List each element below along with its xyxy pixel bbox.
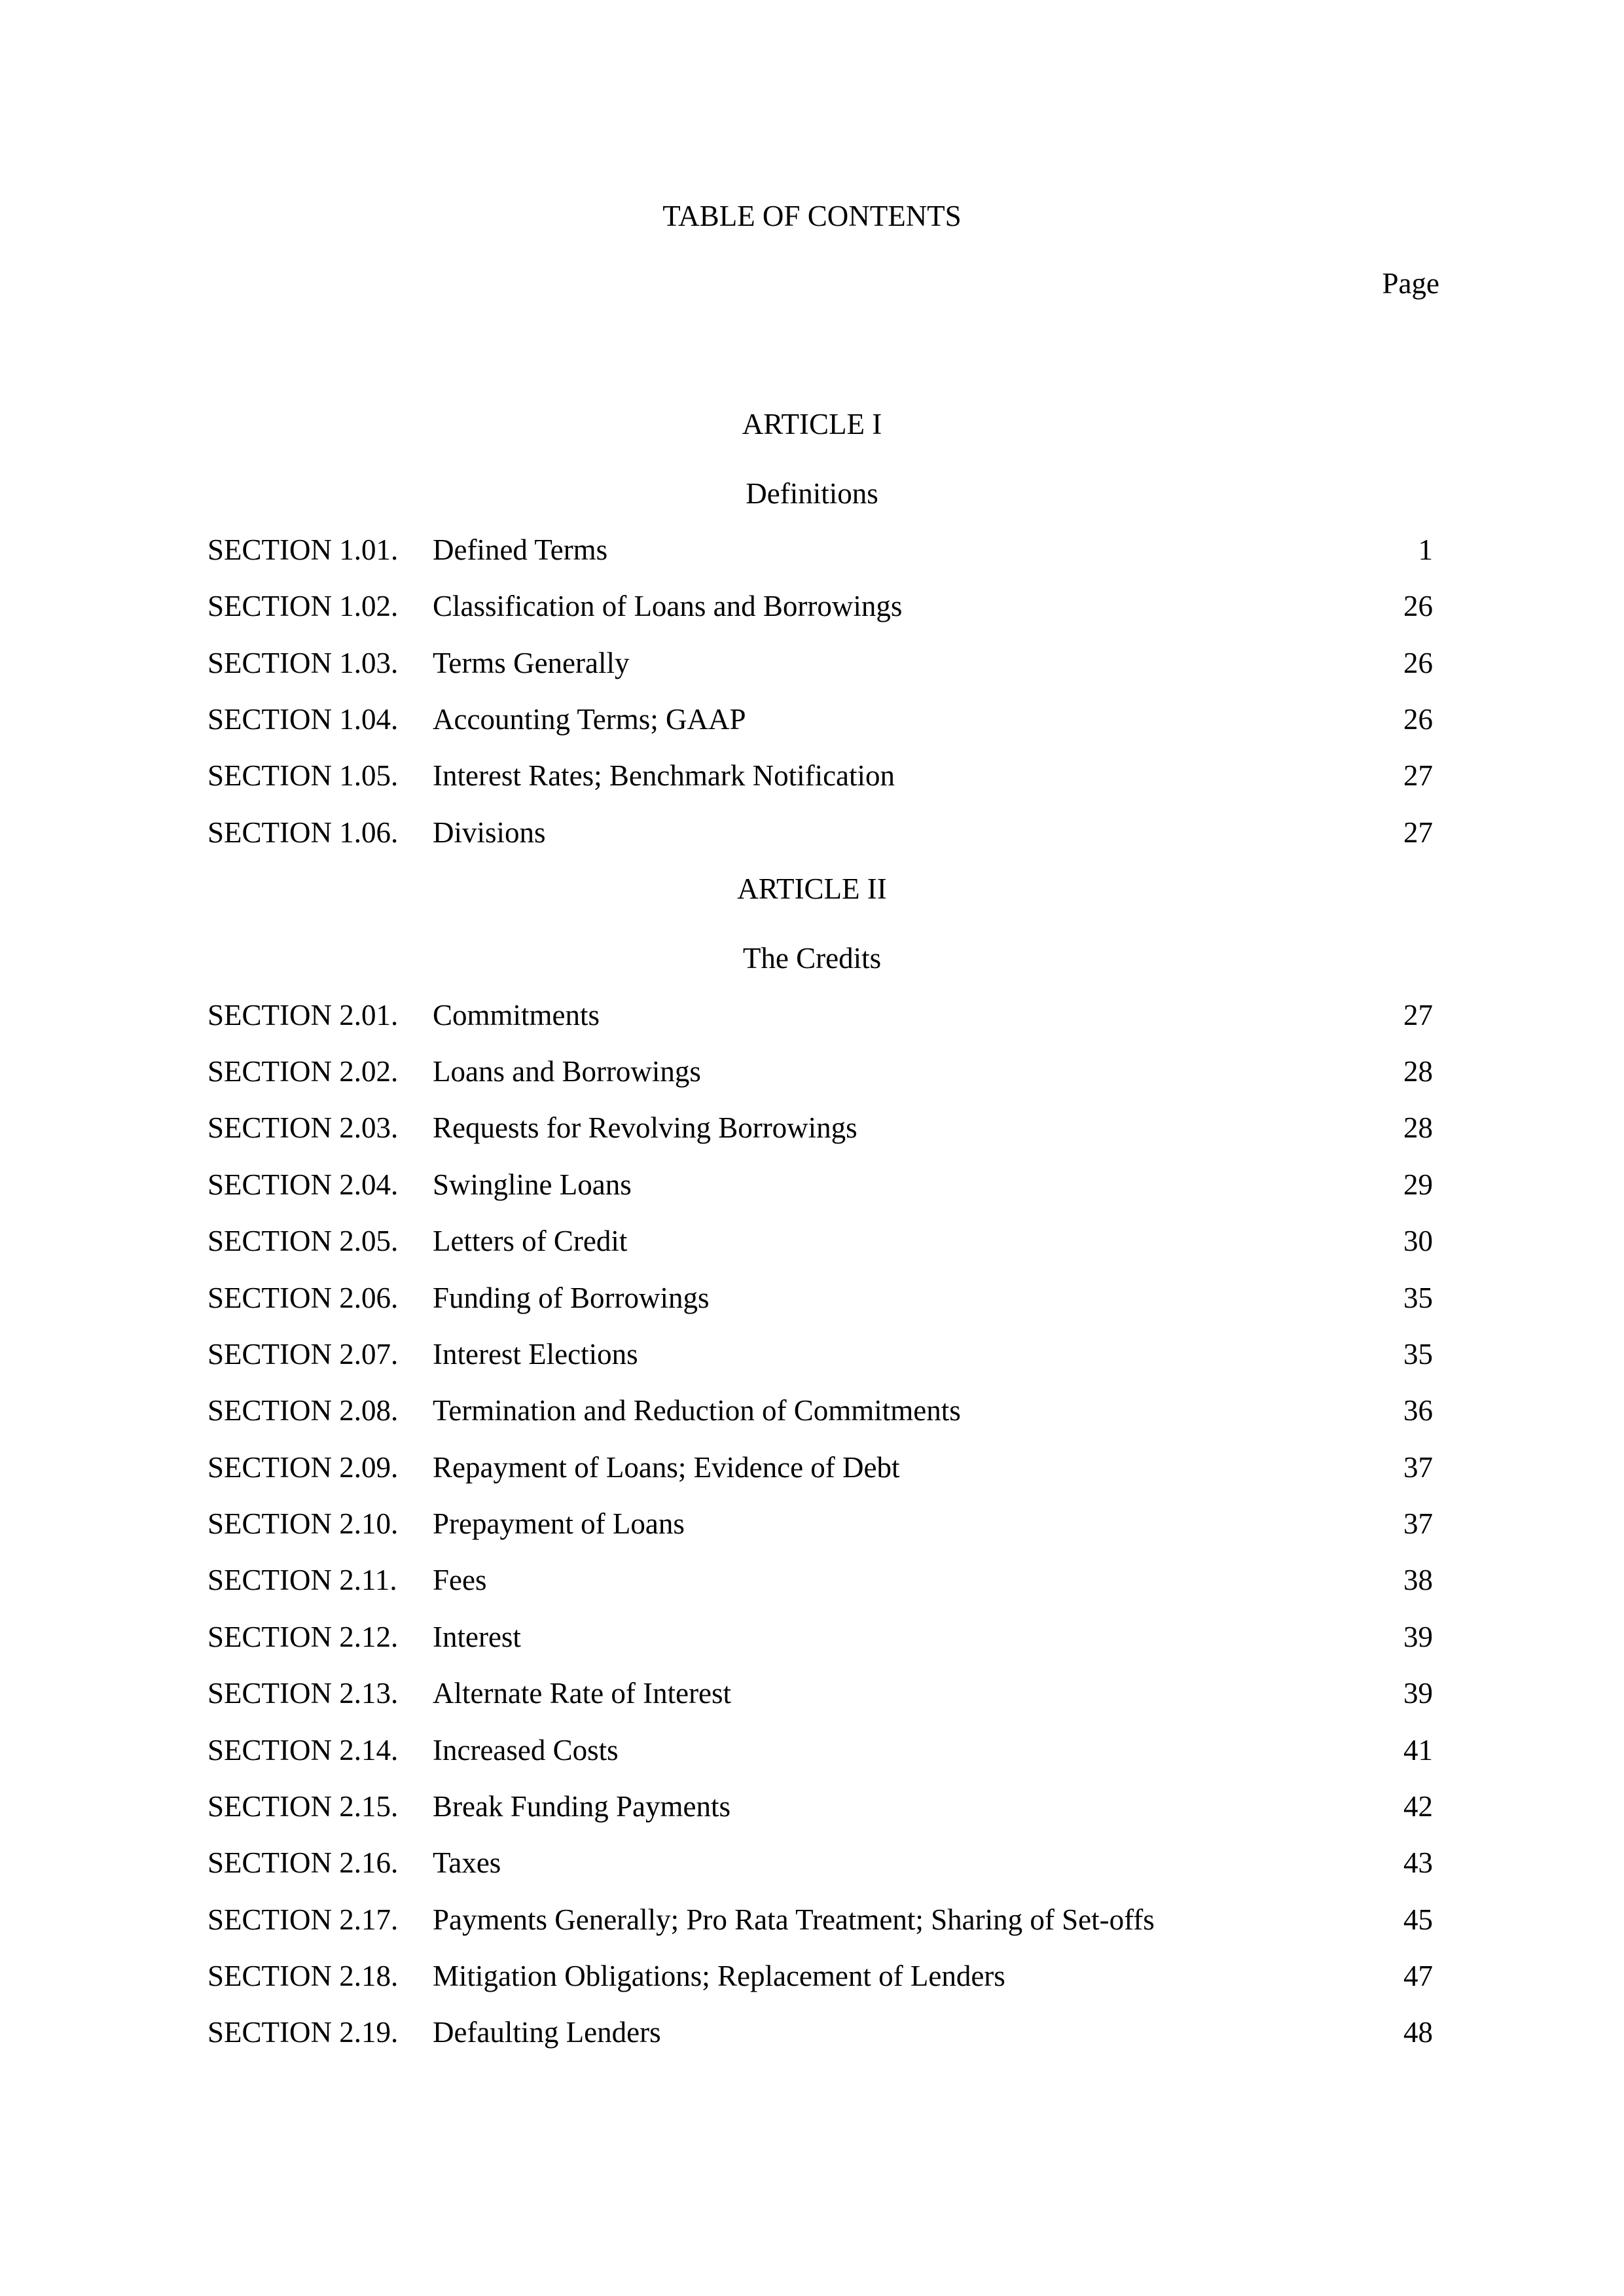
toc-entry bbox=[208, 697, 1433, 742]
toc-title: TABLE OF CONTENTS bbox=[662, 200, 962, 232]
article-subheading: Definitions bbox=[746, 477, 878, 510]
section-title: Funding of Borrowings bbox=[433, 1282, 710, 1314]
toc-entry bbox=[208, 1897, 1433, 1942]
section-number: SECTION 2.17. bbox=[208, 1903, 399, 1936]
section-title: Mitigation Obligations; Replacement of Lenders bbox=[433, 1960, 1005, 1992]
section-number: SECTION 2.09. bbox=[208, 1451, 399, 1484]
section-page: 26 bbox=[1403, 703, 1433, 736]
section-number: SECTION 2.01. bbox=[208, 999, 399, 1031]
section-page: 39 bbox=[1403, 1677, 1433, 1710]
section-page: 41 bbox=[1403, 1734, 1433, 1767]
section-page: 43 bbox=[1403, 1846, 1433, 1879]
section-title: Divisions bbox=[433, 816, 546, 849]
section-page: 30 bbox=[1403, 1225, 1433, 1257]
page-column-header: Page bbox=[1382, 267, 1439, 300]
section-title: Payments Generally; Pro Rata Treatment; Sharing of Set-offs bbox=[433, 1903, 1155, 1936]
section-page: 1 bbox=[1418, 533, 1433, 566]
section-title: Interest Rates; Benchmark Notification bbox=[433, 759, 895, 792]
section-number: SECTION 2.16. bbox=[208, 1846, 399, 1879]
section-number: SECTION 2.14. bbox=[208, 1734, 399, 1767]
section-page: 28 bbox=[1403, 1111, 1433, 1144]
article-subheading: The Credits bbox=[742, 942, 882, 975]
toc-entry bbox=[208, 1049, 1433, 1094]
section-title: Classification of Loans and Borrowings bbox=[433, 590, 903, 622]
section-title: Interest Elections bbox=[433, 1338, 638, 1371]
section-number: SECTION 2.02. bbox=[208, 1055, 399, 1088]
section-page: 38 bbox=[1403, 1564, 1433, 1596]
toc-entry bbox=[208, 1671, 1433, 1715]
section-page: 47 bbox=[1403, 1960, 1433, 1992]
section-title: Commitments bbox=[433, 999, 600, 1031]
section-page: 35 bbox=[1403, 1338, 1433, 1371]
article-heading: ARTICLE I bbox=[742, 408, 882, 440]
toc-entry bbox=[208, 1105, 1433, 1150]
section-page: 37 bbox=[1403, 1507, 1433, 1540]
section-title: Defaulting Lenders bbox=[433, 2016, 661, 2049]
section-number: SECTION 2.04. bbox=[208, 1168, 399, 1201]
section-number: SECTION 2.05. bbox=[208, 1225, 399, 1257]
toc-entry bbox=[208, 1445, 1433, 1490]
section-number: SECTION 2.15. bbox=[208, 1790, 399, 1823]
toc-entry bbox=[208, 1388, 1433, 1433]
toc-entry bbox=[208, 1558, 1433, 1602]
section-number: SECTION 2.12. bbox=[208, 1621, 399, 1653]
section-page: 39 bbox=[1403, 1621, 1433, 1653]
toc-entry bbox=[208, 1332, 1433, 1376]
section-number: SECTION 2.06. bbox=[208, 1282, 399, 1314]
section-page: 26 bbox=[1403, 647, 1433, 679]
section-page: 37 bbox=[1403, 1451, 1433, 1484]
section-number: SECTION 2.19. bbox=[208, 2016, 399, 2049]
toc-entry bbox=[208, 1840, 1433, 1885]
section-number: SECTION 2.13. bbox=[208, 1677, 399, 1710]
section-title: Taxes bbox=[433, 1846, 501, 1879]
section-page: 27 bbox=[1403, 759, 1433, 792]
section-number: SECTION 1.01. bbox=[208, 533, 399, 566]
section-title: Alternate Rate of Interest bbox=[433, 1677, 732, 1710]
section-title: Letters of Credit bbox=[433, 1225, 628, 1257]
section-page: 28 bbox=[1403, 1055, 1433, 1088]
section-title: Fees bbox=[433, 1564, 487, 1596]
section-number: SECTION 2.18. bbox=[208, 1960, 399, 1992]
toc-entry bbox=[208, 993, 1433, 1037]
toc-entry bbox=[208, 2010, 1433, 2054]
section-page: 26 bbox=[1403, 590, 1433, 622]
section-number: SECTION 1.03. bbox=[208, 647, 399, 679]
section-title: Repayment of Loans; Evidence of Debt bbox=[433, 1451, 900, 1484]
section-number: SECTION 2.08. bbox=[208, 1394, 399, 1427]
section-page: 36 bbox=[1403, 1394, 1433, 1427]
section-title: Swingline Loans bbox=[433, 1168, 632, 1201]
section-title: Interest bbox=[433, 1621, 521, 1653]
toc-entry bbox=[208, 810, 1433, 855]
toc-entry bbox=[208, 1276, 1433, 1320]
article-heading: ARTICLE II bbox=[737, 872, 887, 905]
toc-entry bbox=[208, 1501, 1433, 1546]
toc-entry bbox=[208, 1615, 1433, 1659]
section-page: 27 bbox=[1403, 999, 1433, 1031]
section-page: 27 bbox=[1403, 816, 1433, 849]
toc-entry bbox=[208, 528, 1433, 572]
section-title: Requests for Revolving Borrowings bbox=[433, 1111, 857, 1144]
section-number: SECTION 2.03. bbox=[208, 1111, 399, 1144]
section-title: Defined Terms bbox=[433, 533, 608, 566]
section-page: 42 bbox=[1403, 1790, 1433, 1823]
toc-entry bbox=[208, 1728, 1433, 1772]
section-title: Increased Costs bbox=[433, 1734, 619, 1767]
section-title: Break Funding Payments bbox=[433, 1790, 731, 1823]
toc-entry bbox=[208, 753, 1433, 798]
section-number: SECTION 1.02. bbox=[208, 590, 399, 622]
section-number: SECTION 2.07. bbox=[208, 1338, 399, 1371]
toc-entry bbox=[208, 1219, 1433, 1263]
section-page: 29 bbox=[1403, 1168, 1433, 1201]
section-page: 45 bbox=[1403, 1903, 1433, 1936]
toc-entry bbox=[208, 1954, 1433, 1998]
toc-entry bbox=[208, 641, 1433, 685]
section-title: Terms Generally bbox=[433, 647, 630, 679]
section-number: SECTION 2.11. bbox=[208, 1564, 397, 1596]
section-title: Accounting Terms; GAAP bbox=[433, 703, 746, 736]
section-number: SECTION 1.05. bbox=[208, 759, 399, 792]
toc-entry bbox=[208, 584, 1433, 628]
toc-entry bbox=[208, 1784, 1433, 1829]
section-page: 35 bbox=[1403, 1282, 1433, 1314]
toc-entry bbox=[208, 1162, 1433, 1207]
section-number: SECTION 1.06. bbox=[208, 816, 399, 849]
section-page: 48 bbox=[1403, 2016, 1433, 2049]
section-title: Loans and Borrowings bbox=[433, 1055, 701, 1088]
section-number: SECTION 2.10. bbox=[208, 1507, 399, 1540]
section-number: SECTION 1.04. bbox=[208, 703, 399, 736]
section-title: Prepayment of Loans bbox=[433, 1507, 685, 1540]
section-title: Termination and Reduction of Commitments bbox=[433, 1394, 961, 1427]
